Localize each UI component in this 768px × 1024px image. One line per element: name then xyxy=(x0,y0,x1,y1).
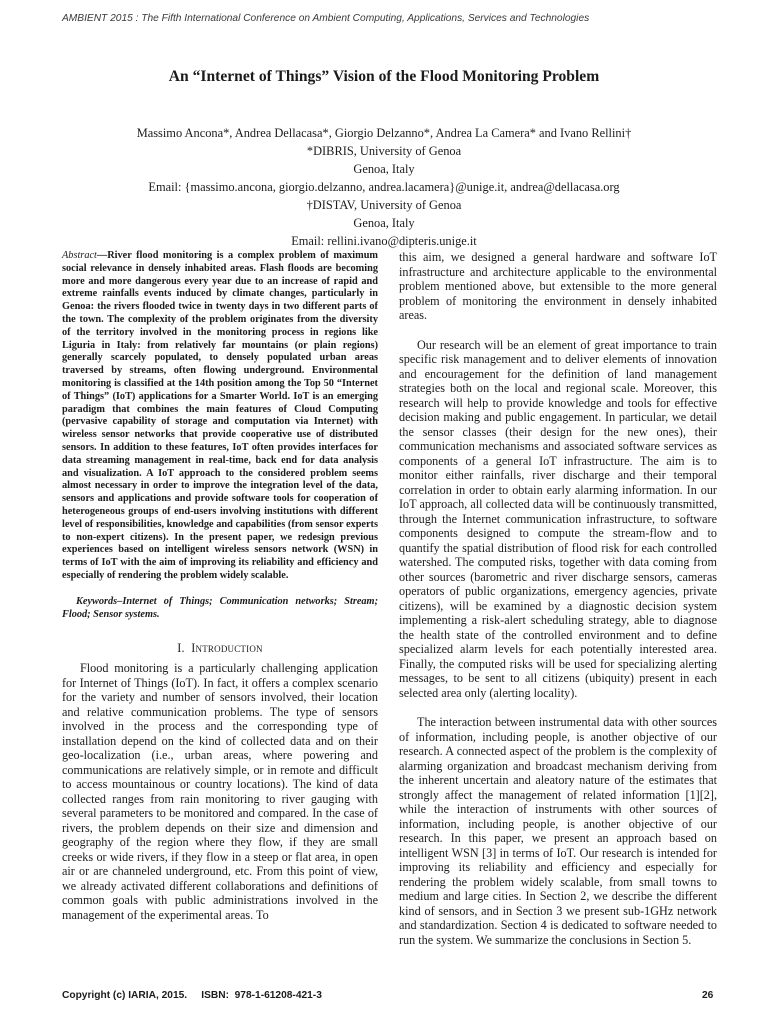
right-paragraph-2: Our research will be an element of great importance to train specific risk management and to deliver elements of innovation and encouragement for the definition of land management strategies both on the local and regional scale. Moreover, this research will help to provide knowledge and tools for effective decision making and public engagement. In particular, we detail the sensor classes (their design for the new ones), their communication mechanisms and associated software services as components of a general IoT infrastructure. The aim is to monitor either rainfalls, river discharge and their temporal correlation in order to obtain early alarming information. In our IoT approach, all collected data will be continuously transmitted, through the Internet communication infrastructure, to software components designed to compute the stream-flow and to quantify the spatial distribution of flood risk for each controlled watershed. The computed risks, together with data coming from other sources (barometric and river discharge sensors, cameras operators of public organizations, emergency agencies, private citizens), will be examined by a diagnostic decision system implementing a risk-alert scheduling strategy, able to diagnose the health state of the controlled environment and to define specialized alarm levels for each potentially interested area. Finally, the computed risks will be used for specializing alerting messages, to be sent to all citizens (ubiquity) present in each selected area only (alerting locality). xyxy=(399,337,717,700)
location-1: Genoa, Italy xyxy=(353,162,415,176)
footer-copyright: Copyright (c) IARIA, 2015. ISBN: 978-1-61208-421-3 xyxy=(62,990,322,1001)
intro-paragraph: Flood monitoring is a particularly challenging application for Internet of Things (IoT). In fact, it offers a complex scenario for the variety and number of sensors involved, their location and relative communication problems. The type of sensors involved in the process and the corresponding type of installation depend on the kind of collected data and on their geo-localization (i.e., urban areas, where powering and communications are relatively simple, or in remote and difficult to access mountainous or country locations). The kind of data collected ranges from rain monitoring to river gauging with several parameters to be monitored and compared. In the case of rivers, the problem depends on their size and dimension and geography of the region where they flow, if they are small creeks or wide rivers, if they flow in a steep or flat area, in open air or are channeled underground, etc. From this point of view, we already activated different collaborations and definitions of common goals with public administrations involved in the management of the experimental areas. To xyxy=(62,661,378,922)
email-1: Email: {massimo.ancona, giorgio.delzanno, andrea.lacamera}@unige.it, andrea@dellacasa.org xyxy=(148,180,620,194)
affiliation-2: †DISTAV, University of Genoa xyxy=(306,198,462,212)
email-2: Email: rellini.ivano@dipteris.unige.it xyxy=(291,234,477,248)
page-number: 26 xyxy=(702,990,714,1001)
left-column xyxy=(62,250,378,922)
author-block xyxy=(60,124,708,250)
abstract xyxy=(62,250,378,583)
right-paragraph-3: The interaction between instrumental data with other sources of information, including people, is another objective of our research. A connected aspect of the problem is the complexity of alarming organization and broadcast mechanism deriving from the inherent uncertain and aleatory nature of the estimates that strongly affect the management of related information [1][2], while the interaction of instruments with other sources of information, including people, is another objective of our research. In this paper, we present an approach based on intelligent WSN [3] in terms of IoT. Our research is intended for improving its reliability and efficiency and especially for rendering the problem widely scalable, from small towns to medium and large cities. In Section 2, we describe the different kind of sensors, and in Section 3 we present sub-1GHz network and standardization. Section 4 is dedicated to software needed to run the system. We summarize the conclusions in Section 5. xyxy=(399,715,717,947)
running-header: AMBIENT 2015 : The Fifth International Conference on Ambient Computing, Applications, Services and Technologies xyxy=(62,13,590,24)
section-title: Introduction xyxy=(191,641,263,656)
abstract-lead: Abstract xyxy=(62,250,97,261)
affiliation-1: *DIBRIS, University of Genoa xyxy=(306,144,462,158)
abstract-text: —River flood monitoring is a complex problem of maximum social relevance in densely inhabited areas. Flash floods are becoming more and more dangerous every year due to an increase of rapid and extreme rainfalls events induced by climate changes, particularly in Genoa: the rivers flooded twice in twenty days in two different parts of the town. The complexity of the problem originates from the diversity of the territory involved in the monitoring process in regions like Liguria in Italy: from relatively far mountains (or plain regions) generally scarcely populated, to densely populated urban areas traversed by streams, often flowing underground. Environmental monitoring is classified at the 14th position among the Top 50 “Internet of Things” (IoT) applications for a Smarter World. IoT is an emerging paradigm that combines the main features of Cloud Computing (pervasive capability of storage and computation via Internet) with wireless sensor networks that provide cooperative use of distributed sensors. In addition to these features, IoT often provides interfaces for data streaming management in real-time, back end for data analysis and visualization. A IoT approach to the considered problem seems almost necessary in order to improve the integration level of the data, sensors and applications and provide software tools for cooperation of heterogeneous groups of end-users involving institutions with different level of responsibilities, knowledge and capabilities (from sensor experts to non-expert citizens). In the present paper, we redesign previous experiences based on intelligent wireless sensors network (WSN) in terms of IoT with the aim of improving its reliability and efficiency and especially of rendering the problem widely scalable. xyxy=(62,250,378,581)
section-heading-introduction xyxy=(62,641,378,656)
right-paragraph-1: this aim, we designed a general hardware and software IoT infrastructure and architecture applicable to the environmental problem mentioned above, but extensible to the more general problem of monitoring the environment in densely inhabited areas. xyxy=(399,250,717,322)
authors-line: Massimo Ancona*, Andrea Dellacasa*, Giorgio Delzanno*, Andrea La Camera* and Ivano Rellini† xyxy=(136,126,632,140)
keywords: Keywords–Internet of Things; Communication networks; Stream; Flood; Sensor systems. xyxy=(62,595,378,620)
section-number: I. xyxy=(177,641,185,656)
location-2: Genoa, Italy xyxy=(353,216,415,230)
paper-title: An “Internet of Things” Vision of the Flood Monitoring Problem xyxy=(168,68,600,85)
right-column xyxy=(399,250,717,947)
